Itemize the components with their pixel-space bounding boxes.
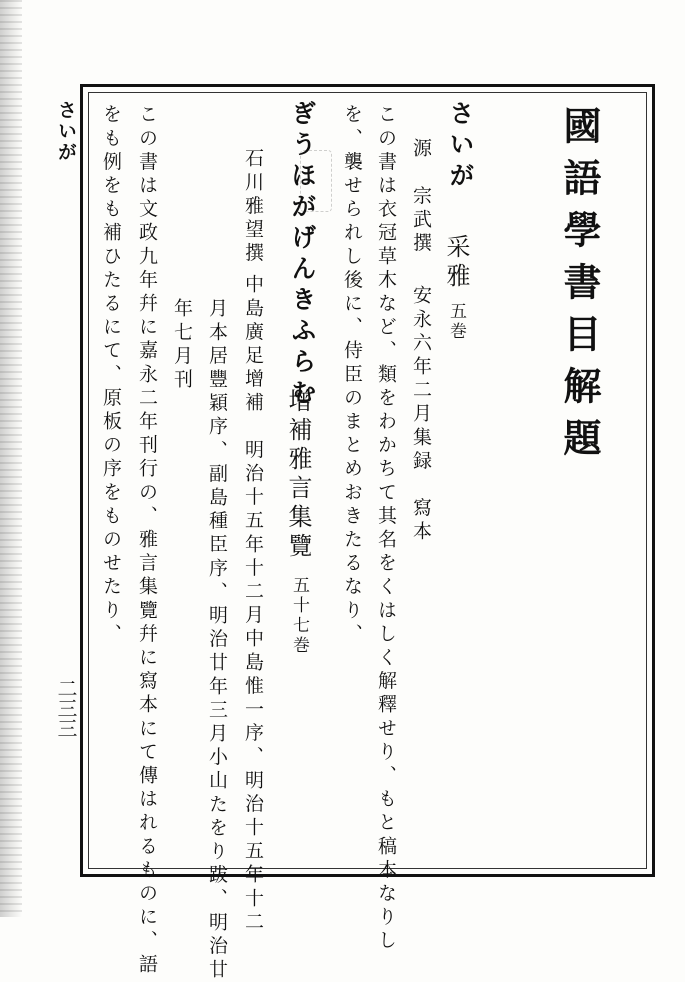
entry2-title (286, 388, 310, 562)
entry1-title: 采雅 (442, 234, 470, 292)
entry1-title-line (444, 234, 468, 342)
entry2-description-1: この書は文政九年幷に嘉永二年刊行の、雅言集覽幷に寫本にて傳はれるものに、語 (136, 104, 158, 978)
entry2-line3: 年七月刊 (171, 298, 193, 393)
entry2-volumes (290, 576, 307, 656)
entry1-volumes: 五巻 (446, 302, 466, 342)
entry1-head-word: さいが (446, 100, 475, 193)
entry2-volumes-text: 五十七巻 (289, 576, 309, 656)
book-title: 國語學書目解題 (557, 106, 602, 470)
entry2-author: 石川雅望撰 (242, 148, 264, 266)
entry2-description-2: をも例をも補ひたるにて、原板の序をものせたり、 (100, 104, 122, 647)
entry2-head-word (290, 100, 315, 410)
entry2-line2: 月本居豐穎序、副島種臣序、明治廿年三月小山たをり跋、明治廿 (206, 298, 228, 982)
entry2-head-word-text: ぎうほがげんきふらむ (288, 100, 317, 410)
entry2-title-text: 增補雅言集覽 (284, 388, 312, 562)
running-head: さいが (55, 100, 77, 163)
entry1-heading (448, 100, 473, 193)
entry1-description-1: この書は衣冠草木など、類をわかちて其名をくはしく解釋せり、もと稿本なりし (375, 104, 397, 954)
entry1-date-form: 安永六年二月集録 寫本 (410, 285, 432, 545)
entry1-description-2: を、襲せられし後に、侍臣のまとめおきたるなり、 (341, 104, 363, 647)
entry2-editor: 中島廣足增補 明治十五年十二月中島惟一序、明治十五年十二 (242, 274, 264, 935)
entry1-author: 源 宗武撰 (410, 138, 432, 256)
page-number: 二三三 (54, 678, 78, 738)
scan-edge (0, 0, 22, 917)
